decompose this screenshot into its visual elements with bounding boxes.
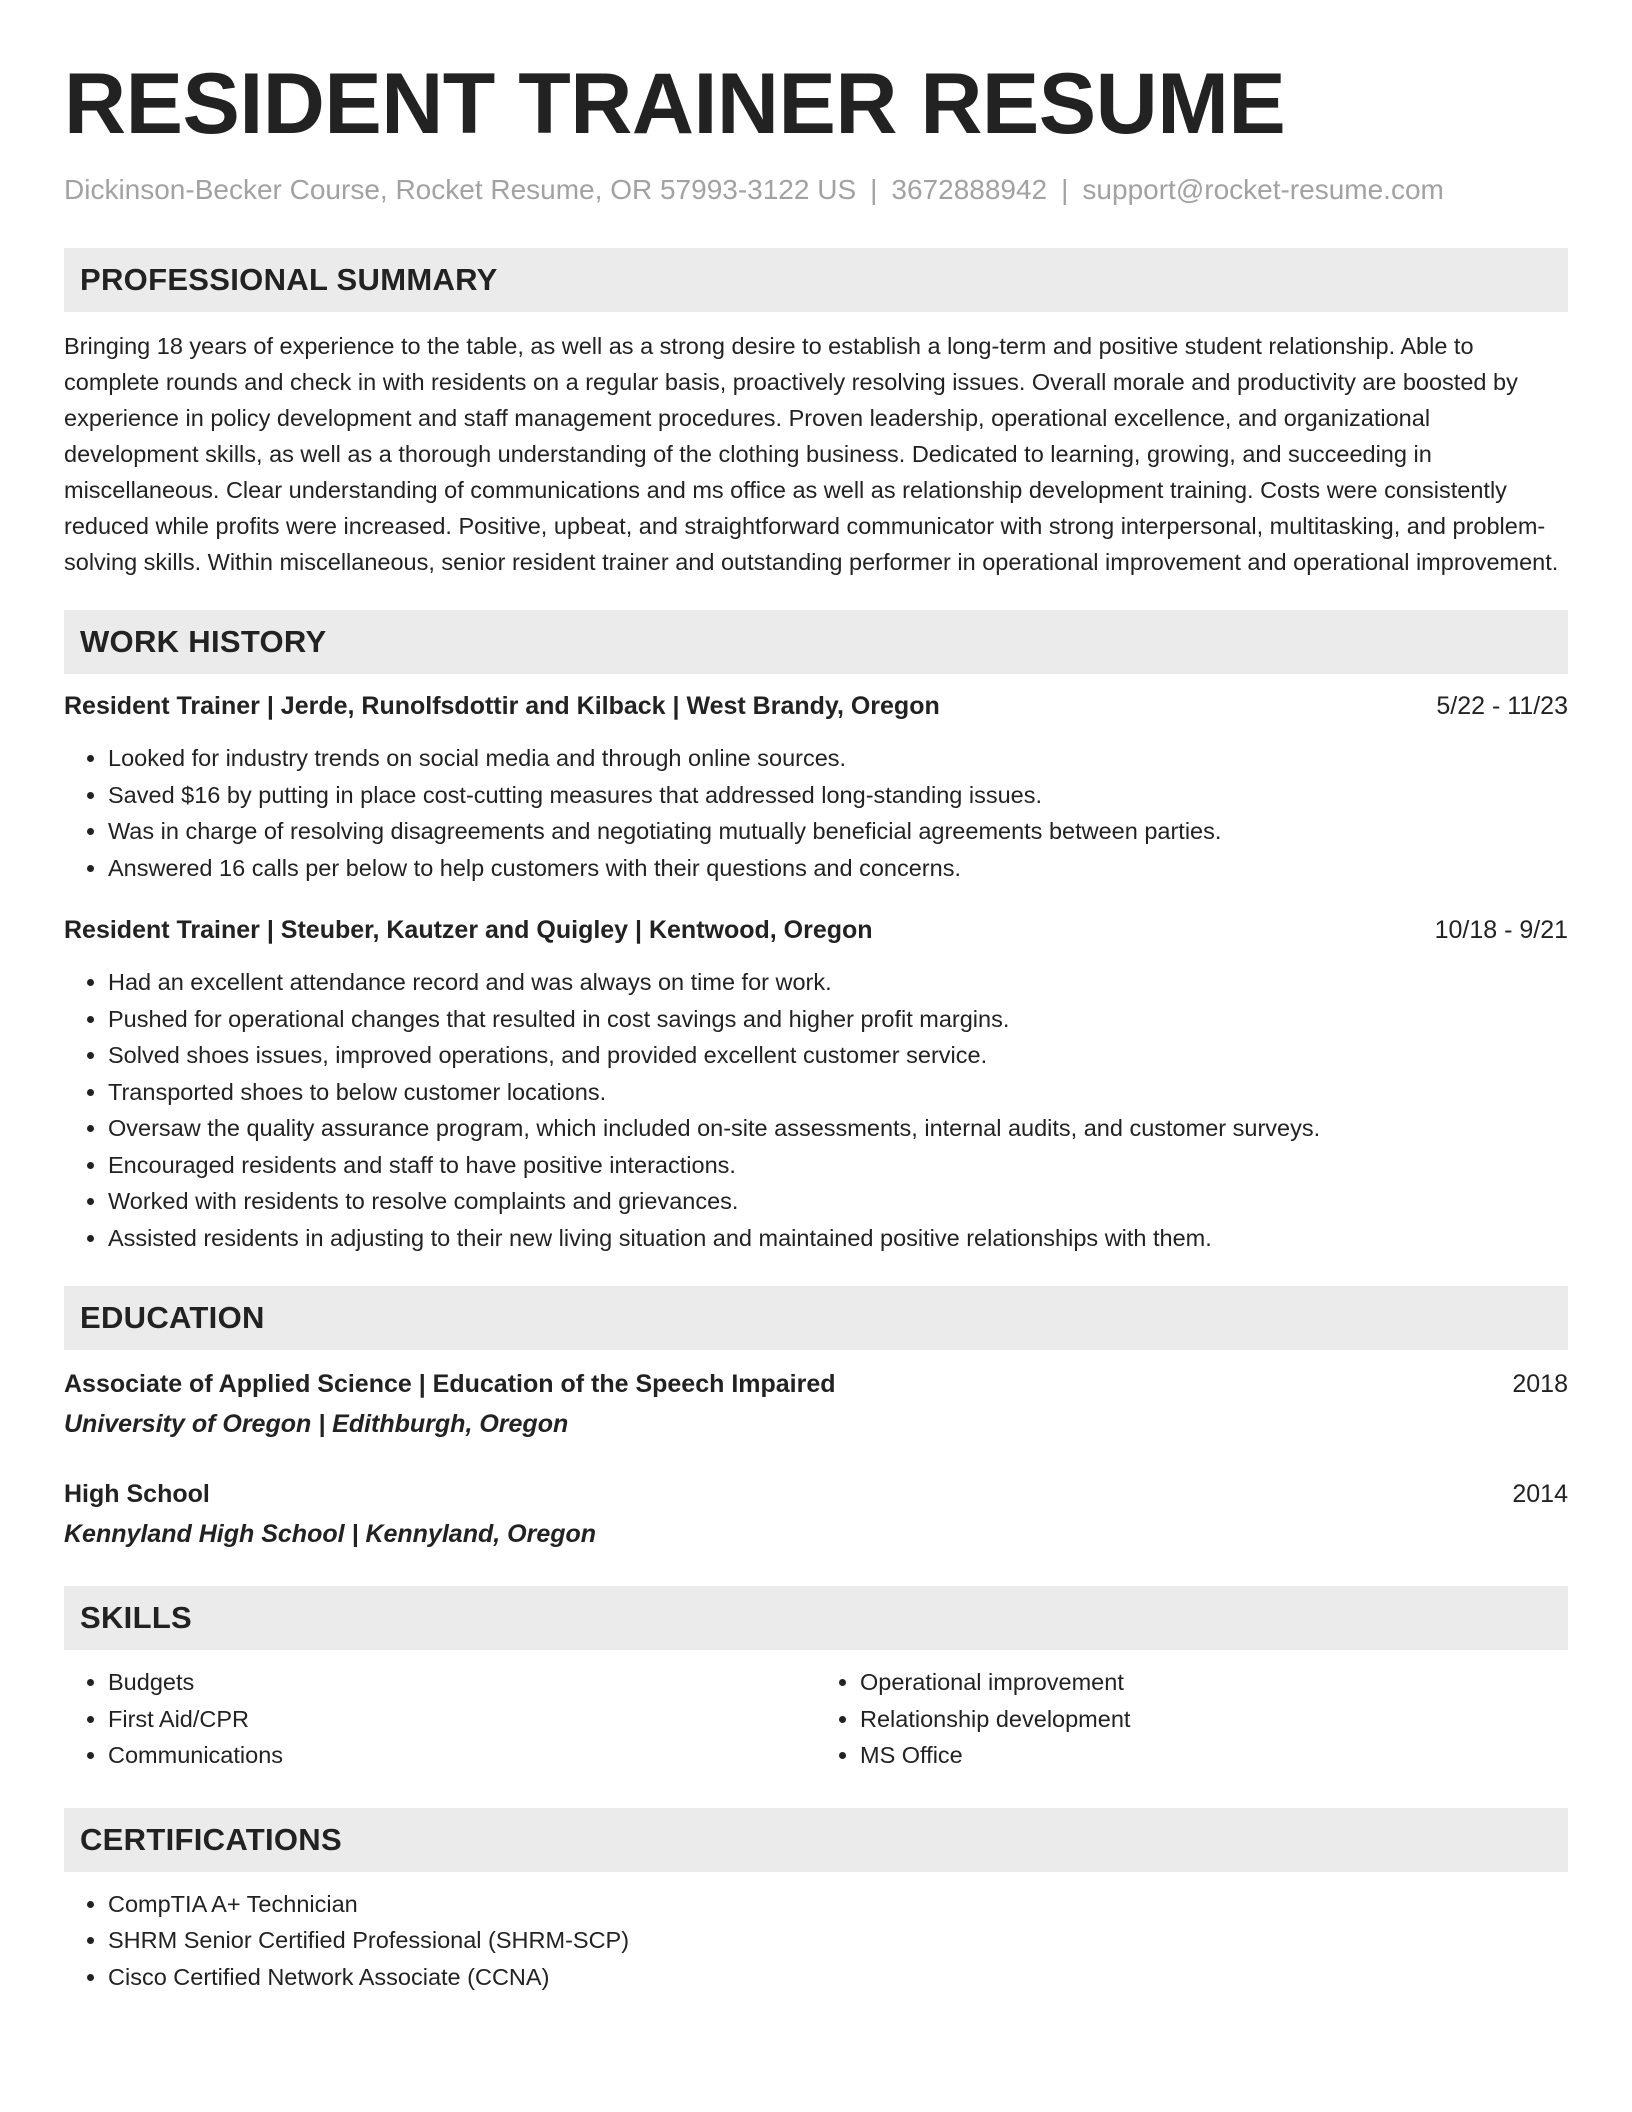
education-entry — [64, 1474, 1568, 1554]
list-item: • Looked for industry trends on social media and through online sources. — [108, 740, 1568, 777]
contact-email: support@rocket-resume.com — [1082, 174, 1444, 205]
list-item: • Oversaw the quality assurance program, which included on-site assessments, internal audits, and customer surveys. — [108, 1110, 1568, 1147]
job-dates: 5/22 - 11/23 — [1436, 692, 1568, 720]
education-degree: Associate of Applied Science | Education of the Speech Impaired — [64, 1370, 836, 1398]
list-item: • Was in charge of resolving disagreements and negotiating mutually beneficial agreements between parties. — [108, 813, 1568, 850]
list-item: • Relationship development — [860, 1701, 1568, 1738]
list-item: • Cisco Certified Network Associate (CCNA) — [108, 1959, 1568, 1996]
skills-grid — [64, 1664, 1568, 1774]
skills-list — [64, 1664, 816, 1774]
section-heading-education: EDUCATION — [64, 1286, 1568, 1350]
skills-column-left — [64, 1664, 816, 1774]
skills-column-right — [816, 1664, 1568, 1774]
list-item: • CompTIA A+ Technician — [108, 1886, 1568, 1923]
list-item: • Saved $16 by putting in place cost-cutting measures that addressed long-standing issues. — [108, 777, 1568, 814]
job-header — [64, 912, 1568, 948]
list-item: • Encouraged residents and staff to have positive interactions. — [108, 1147, 1568, 1184]
list-item: • SHRM Senior Certified Professional (SHRM-SCP) — [108, 1922, 1568, 1959]
education-header — [64, 1474, 1568, 1514]
contact-separator: | — [870, 174, 878, 205]
education-school: Kennyland High School | Kennyland, Oregon — [64, 1520, 597, 1548]
job-entry — [64, 912, 1568, 1256]
job-bullets — [64, 964, 1568, 1256]
contact-separator: | — [1061, 174, 1069, 205]
list-item: • Had an excellent attendance record and was always on time for work. — [108, 964, 1568, 1001]
summary-text: Bringing 18 years of experience to the table, as well as a strong desire to establish a long-term and positive student relationship. Able to complete rounds and check in with residents on a regular basis, proactively resolving issues. Overall morale and productivity are boosted by experience in policy development and staff management procedures. Proven leadership, operational excellence, and organizational development skills, as well as a thorough understanding of the clothing business. Dedicated to learning, growing, and succeeding in miscellaneous. Clear understanding of communications and ms office as well as relationship development training. Costs were consistently reduced while profits were increased. Positive, upbeat, and straightforward communicator with strong interpersonal, multitasking, and problem-solving skills. Within miscellaneous, senior resident trainer and outstanding performer in operational improvement and operational improvement. — [64, 333, 1559, 575]
list-item: • Pushed for operational changes that resulted in cost savings and higher profit margins. — [108, 1001, 1568, 1038]
job-title: Resident Trainer | Steuber, Kautzer and Quigley | Kentwood, Oregon — [64, 916, 873, 944]
contact-phone: 3672888942 — [891, 174, 1048, 205]
job-dates: 10/18 - 9/21 — [1434, 916, 1568, 944]
list-item: • Solved shoes issues, improved operations, and provided excellent customer service. — [108, 1037, 1568, 1074]
education-school: University of Oregon | Edithburgh, Oregon — [64, 1410, 569, 1438]
section-heading-summary: PROFESSIONAL SUMMARY — [64, 248, 1568, 312]
education-header — [64, 1364, 1568, 1404]
list-item: • Operational improvement — [860, 1664, 1568, 1701]
section-heading-certifications: CERTIFICATIONS — [64, 1808, 1568, 1872]
certifications-list — [64, 1886, 1568, 1996]
job-title: Resident Trainer | Jerde, Runolfsdottir and Kilback | West Brandy, Oregon — [64, 692, 940, 720]
skills-list — [816, 1664, 1568, 1774]
education-year: 2018 — [1512, 1370, 1568, 1398]
list-item: • Assisted residents in adjusting to their new living situation and maintained positive relationships with them. — [108, 1220, 1568, 1257]
list-item: • MS Office — [860, 1737, 1568, 1774]
list-item: • Budgets — [108, 1664, 816, 1701]
contact-address: Dickinson-Becker Course, Rocket Resume, OR 57993-3122 US — [64, 174, 857, 205]
list-item: • First Aid/CPR — [108, 1701, 816, 1738]
resume-title: RESIDENT TRAINER RESUME — [64, 56, 1286, 152]
list-item: • Communications — [108, 1737, 816, 1774]
list-item: • Transported shoes to below customer locations. — [108, 1074, 1568, 1111]
list-item: • Worked with residents to resolve complaints and grievances. — [108, 1183, 1568, 1220]
education-entry — [64, 1364, 1568, 1444]
job-entry — [64, 688, 1568, 886]
section-heading-work: WORK HISTORY — [64, 610, 1568, 674]
education-degree: High School — [64, 1480, 210, 1508]
education-year: 2014 — [1512, 1480, 1568, 1508]
section-heading-skills: SKILLS — [64, 1586, 1568, 1650]
list-item: • Answered 16 calls per below to help customers with their questions and concerns. — [108, 850, 1568, 887]
job-bullets — [64, 740, 1568, 886]
contact-line — [64, 170, 1568, 210]
job-header — [64, 688, 1568, 724]
